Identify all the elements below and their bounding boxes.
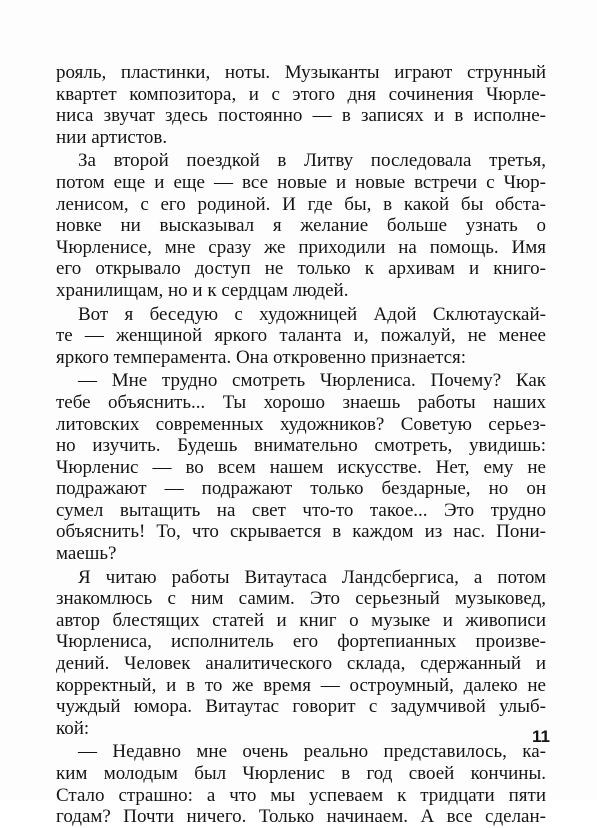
text-line: Вот я беседую с художницей Адой Склютаускай- — [78, 303, 546, 325]
text-line: новке ни высказывал я желание больше узнать о — [56, 215, 546, 237]
text-line: знакомлюсь с ним самим. Это серьезный музыковед, — [56, 588, 546, 610]
paragraph — [56, 567, 546, 740]
text-line: ким молодым был Чюрленис в год своей кончины. — [56, 763, 546, 784]
text-line: подражают — подражают только бездарные, но он — [56, 478, 546, 500]
paragraph — [56, 62, 546, 148]
body-text — [56, 62, 546, 828]
paragraph — [56, 304, 546, 369]
text-line: литовских современных художников? Советую серьез- — [56, 413, 546, 435]
text-line: годам? Почти ничего. Только начинаем. А все сделан- — [56, 806, 546, 828]
text-line: но изучить. Будешь внимательно смотреть, увидишь: — [56, 435, 546, 457]
text-line: Стало страшно: а что мы успеваем к тридцати пяти — [56, 784, 546, 806]
text-line: объяснить! То, что скрывается в каждом из нас. Пони- — [56, 521, 546, 543]
text-line: — Мне трудно смотреть Чюрлениса. Почему? Как — [78, 370, 546, 392]
text-line: яркого темперамента. Она откровенно признается: — [56, 346, 467, 368]
text-line: чуждый юмора. Витаутас говорит с задумчивой улыб- — [56, 696, 546, 718]
text-line: корректный, и в то же время — остроумный, далеко не — [56, 674, 546, 696]
text-line: квартет композитора, и с этого дня сочинения Чюрле- — [56, 83, 546, 105]
text-line: Чюрленис — во всем нашем искусстве. Нет, ему не — [56, 456, 546, 478]
text-line: сумел вытащить на свет что-то такое... Это трудно — [56, 499, 546, 521]
text-line: Чюрленисе, мне сразу же приходили на помощь. Имя — [56, 236, 546, 258]
text-line: дений. Человек аналитического склада, сдержанный и — [56, 653, 546, 675]
text-line: хранилищам, но и к сердцам людей. — [56, 279, 349, 301]
text-line: автор блестящих статей и книг о музыке и живописи — [56, 609, 546, 631]
page-number: 11 — [532, 727, 550, 746]
text-line: потом еще и еще — все новые и новые встречи с Чюр- — [56, 171, 546, 193]
text-line: — Недавно мне очень реально представилось, ка- — [78, 741, 546, 763]
text-line: нии артистов. — [56, 126, 168, 148]
text-line: рояль, пластинки, ноты. Музыканты играют струнный — [56, 62, 546, 83]
text-line: его открывало доступ не только к архивам и книго- — [56, 258, 546, 280]
text-line: ниса звучат здесь постоянно — в записях и в исполне- — [56, 105, 546, 127]
text-line: Чюрлениса, исполнитель его фортепианных произве- — [56, 631, 546, 653]
text-line: тебе объяснить... Ты хорошо знаешь работы наших — [56, 391, 546, 413]
text-line: те — женщиной яркого таланта и, пожалуй, не менее — [56, 325, 546, 347]
text-line: За второй поездкой в Литву последовала третья, — [78, 150, 546, 172]
paragraph — [56, 150, 546, 301]
text-line: кой: — [56, 717, 90, 739]
text-line: ленисом, с его родиной. И где бы, в какой бы обста- — [56, 193, 546, 215]
paragraph — [56, 741, 546, 827]
paragraph — [56, 370, 546, 564]
text-line: маешь? — [56, 543, 117, 565]
text-line: Я читаю работы Витаутаса Ландсбергиса, а потом — [78, 566, 546, 588]
